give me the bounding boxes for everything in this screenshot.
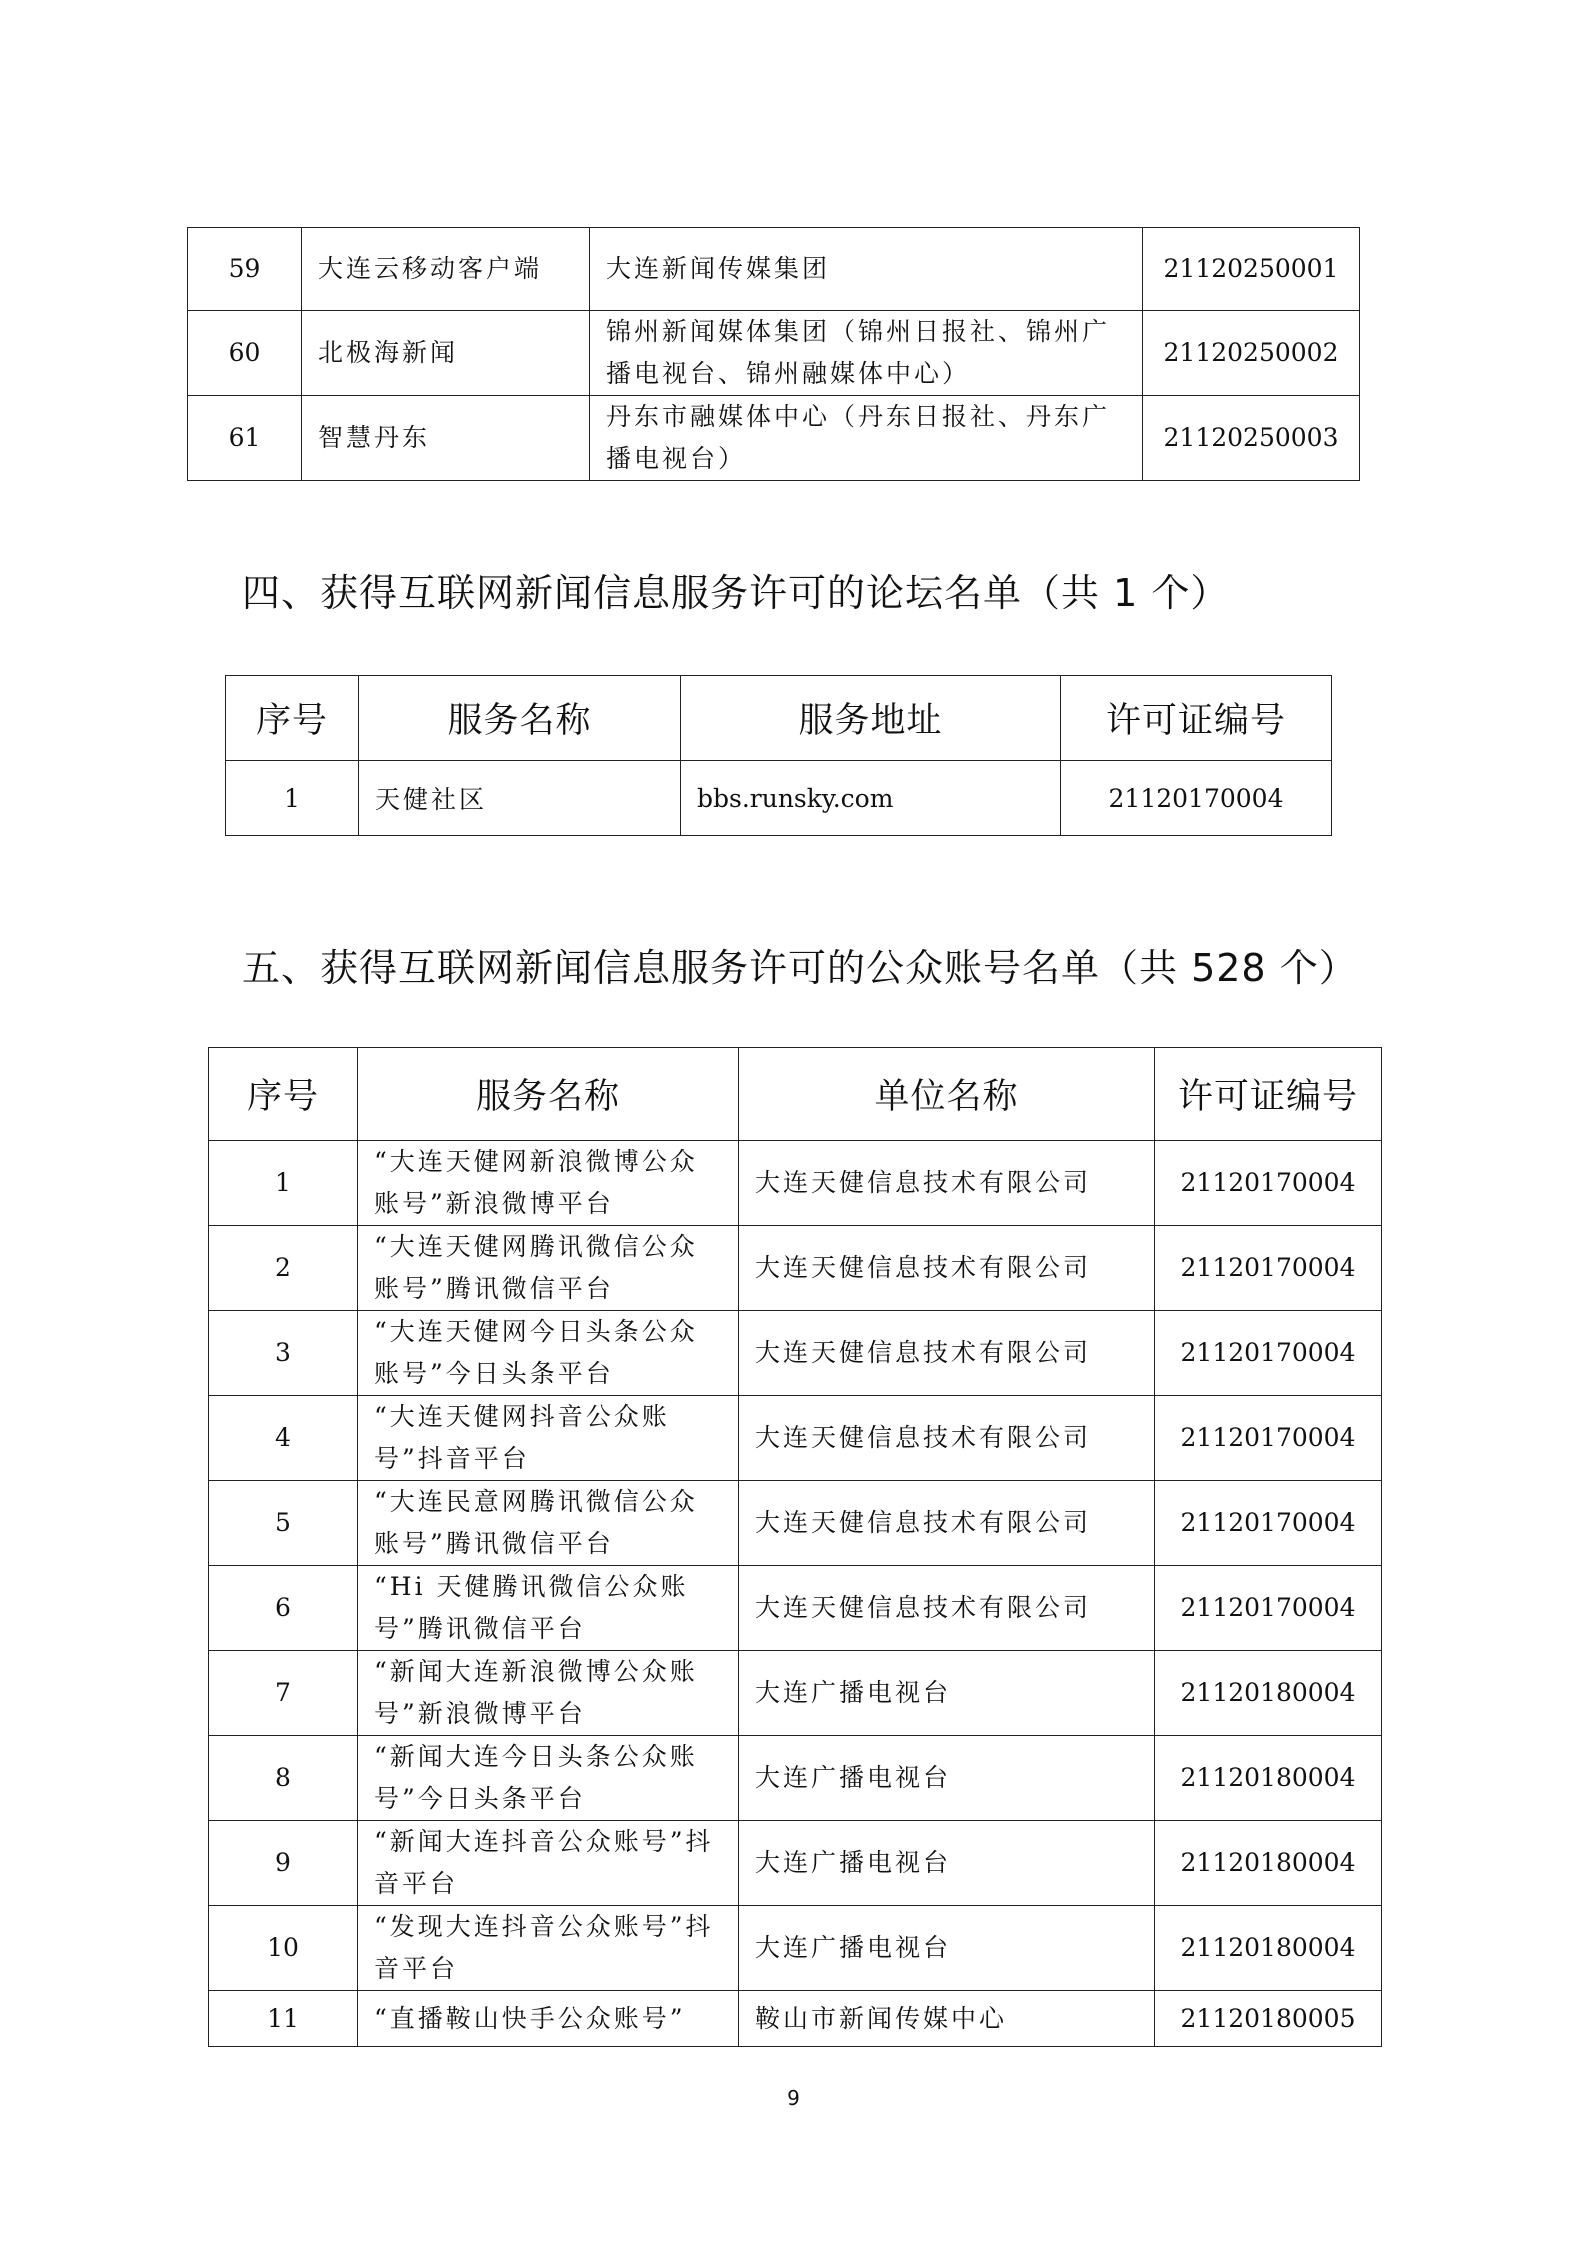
organization-name: 大连天健信息技术有限公司 bbox=[739, 1566, 1155, 1651]
service-name: 智慧丹东 bbox=[302, 396, 590, 481]
organization-name: 锦州新闻媒体集团（锦州日报社、锦州广播电视台、锦州融媒体中心） bbox=[590, 311, 1143, 396]
column-header-service-name: 服务名称 bbox=[359, 676, 681, 761]
service-address: bbs.runsky.com bbox=[681, 761, 1061, 836]
table-row bbox=[209, 1311, 1382, 1396]
organization-name: 丹东市融媒体中心（丹东日报社、丹东广播电视台） bbox=[590, 396, 1143, 481]
license-number: 21120180004 bbox=[1155, 1906, 1382, 1991]
row-number: 3 bbox=[209, 1311, 358, 1396]
organization-name: 大连广播电视台 bbox=[739, 1906, 1155, 1991]
service-name: “发现大连抖音公众账号”抖音平台 bbox=[358, 1906, 739, 1991]
service-name: 北极海新闻 bbox=[302, 311, 590, 396]
table-row bbox=[209, 1991, 1382, 2047]
license-number: 21120170004 bbox=[1061, 761, 1332, 836]
service-name: “新闻大连今日头条公众账号”今日头条平台 bbox=[358, 1736, 739, 1821]
service-name: “大连天健网抖音公众账号”抖音平台 bbox=[358, 1396, 739, 1481]
column-header-number: 序号 bbox=[209, 1048, 358, 1141]
section-4-heading: 四、获得互联网新闻信息服务许可的论坛名单（共 1 个） bbox=[242, 571, 1230, 615]
license-number: 21120170004 bbox=[1155, 1226, 1382, 1311]
service-name: “大连天健网腾讯微信公众账号”腾讯微信平台 bbox=[358, 1226, 739, 1311]
service-name: “大连民意网腾讯微信公众账号”腾讯微信平台 bbox=[358, 1481, 739, 1566]
table-header-row bbox=[226, 676, 1332, 761]
license-number: 21120170004 bbox=[1155, 1141, 1382, 1226]
organization-name: 大连天健信息技术有限公司 bbox=[739, 1481, 1155, 1566]
organization-name: 大连广播电视台 bbox=[739, 1736, 1155, 1821]
organization-name: 大连天健信息技术有限公司 bbox=[739, 1141, 1155, 1226]
license-number: 21120170004 bbox=[1155, 1311, 1382, 1396]
row-number: 6 bbox=[209, 1566, 358, 1651]
section-5-heading: 五、获得互联网新闻信息服务许可的公众账号名单（共 528 个） bbox=[242, 946, 1358, 990]
license-number: 21120250003 bbox=[1143, 396, 1360, 481]
license-number: 21120170004 bbox=[1155, 1396, 1382, 1481]
organization-name: 大连广播电视台 bbox=[739, 1821, 1155, 1906]
row-number: 61 bbox=[188, 396, 302, 481]
column-header-service-address: 服务地址 bbox=[681, 676, 1061, 761]
table-row bbox=[209, 1566, 1382, 1651]
column-header-organization-name: 单位名称 bbox=[739, 1048, 1155, 1141]
table-row bbox=[209, 1821, 1382, 1906]
service-name: “大连天健网新浪微博公众账号”新浪微博平台 bbox=[358, 1141, 739, 1226]
row-number: 8 bbox=[209, 1736, 358, 1821]
row-number: 59 bbox=[188, 228, 302, 311]
forum-license-table bbox=[225, 675, 1332, 836]
row-number: 60 bbox=[188, 311, 302, 396]
service-name: “直播鞍山快手公众账号” bbox=[358, 1991, 739, 2047]
row-number: 1 bbox=[209, 1141, 358, 1226]
row-number: 9 bbox=[209, 1821, 358, 1906]
table-row bbox=[209, 1396, 1382, 1481]
table-row bbox=[226, 761, 1332, 836]
row-number: 1 bbox=[226, 761, 359, 836]
license-number: 21120180005 bbox=[1155, 1991, 1382, 2047]
license-number: 21120170004 bbox=[1155, 1481, 1382, 1566]
page-number: 9 bbox=[787, 2086, 800, 2110]
license-number: 21120180004 bbox=[1155, 1651, 1382, 1736]
organization-name: 大连新闻传媒集团 bbox=[590, 228, 1143, 311]
column-header-license-number: 许可证编号 bbox=[1061, 676, 1332, 761]
service-name: 天健社区 bbox=[359, 761, 681, 836]
row-number: 4 bbox=[209, 1396, 358, 1481]
row-number: 11 bbox=[209, 1991, 358, 2047]
organization-name: 大连天健信息技术有限公司 bbox=[739, 1396, 1155, 1481]
table-row bbox=[188, 311, 1360, 396]
row-number: 10 bbox=[209, 1906, 358, 1991]
table-row bbox=[188, 396, 1360, 481]
organization-name: 大连广播电视台 bbox=[739, 1651, 1155, 1736]
service-name: “Hi 天健腾讯微信公众账号”腾讯微信平台 bbox=[358, 1566, 739, 1651]
column-header-license-number: 许可证编号 bbox=[1155, 1048, 1382, 1141]
table-row bbox=[188, 228, 1360, 311]
license-number: 21120180004 bbox=[1155, 1821, 1382, 1906]
license-number: 21120170004 bbox=[1155, 1566, 1382, 1651]
service-name: “新闻大连抖音公众账号”抖音平台 bbox=[358, 1821, 739, 1906]
row-number: 7 bbox=[209, 1651, 358, 1736]
table-row bbox=[209, 1651, 1382, 1736]
license-number: 21120250001 bbox=[1143, 228, 1360, 311]
column-header-number: 序号 bbox=[226, 676, 359, 761]
continued-license-table bbox=[187, 227, 1360, 481]
organization-name: 大连天健信息技术有限公司 bbox=[739, 1226, 1155, 1311]
row-number: 5 bbox=[209, 1481, 358, 1566]
table-row bbox=[209, 1226, 1382, 1311]
license-number: 21120180004 bbox=[1155, 1736, 1382, 1821]
organization-name: 鞍山市新闻传媒中心 bbox=[739, 1991, 1155, 2047]
service-name: “大连天健网今日头条公众账号”今日头条平台 bbox=[358, 1311, 739, 1396]
table-row bbox=[209, 1141, 1382, 1226]
license-number: 21120250002 bbox=[1143, 311, 1360, 396]
service-name: 大连云移动客户端 bbox=[302, 228, 590, 311]
table-row bbox=[209, 1736, 1382, 1821]
service-name: “新闻大连新浪微博公众账号”新浪微博平台 bbox=[358, 1651, 739, 1736]
table-row bbox=[209, 1906, 1382, 1991]
row-number: 2 bbox=[209, 1226, 358, 1311]
table-row bbox=[209, 1481, 1382, 1566]
table-header-row bbox=[209, 1048, 1382, 1141]
public-account-license-table bbox=[208, 1047, 1382, 2047]
organization-name: 大连天健信息技术有限公司 bbox=[739, 1311, 1155, 1396]
column-header-service-name: 服务名称 bbox=[358, 1048, 739, 1141]
